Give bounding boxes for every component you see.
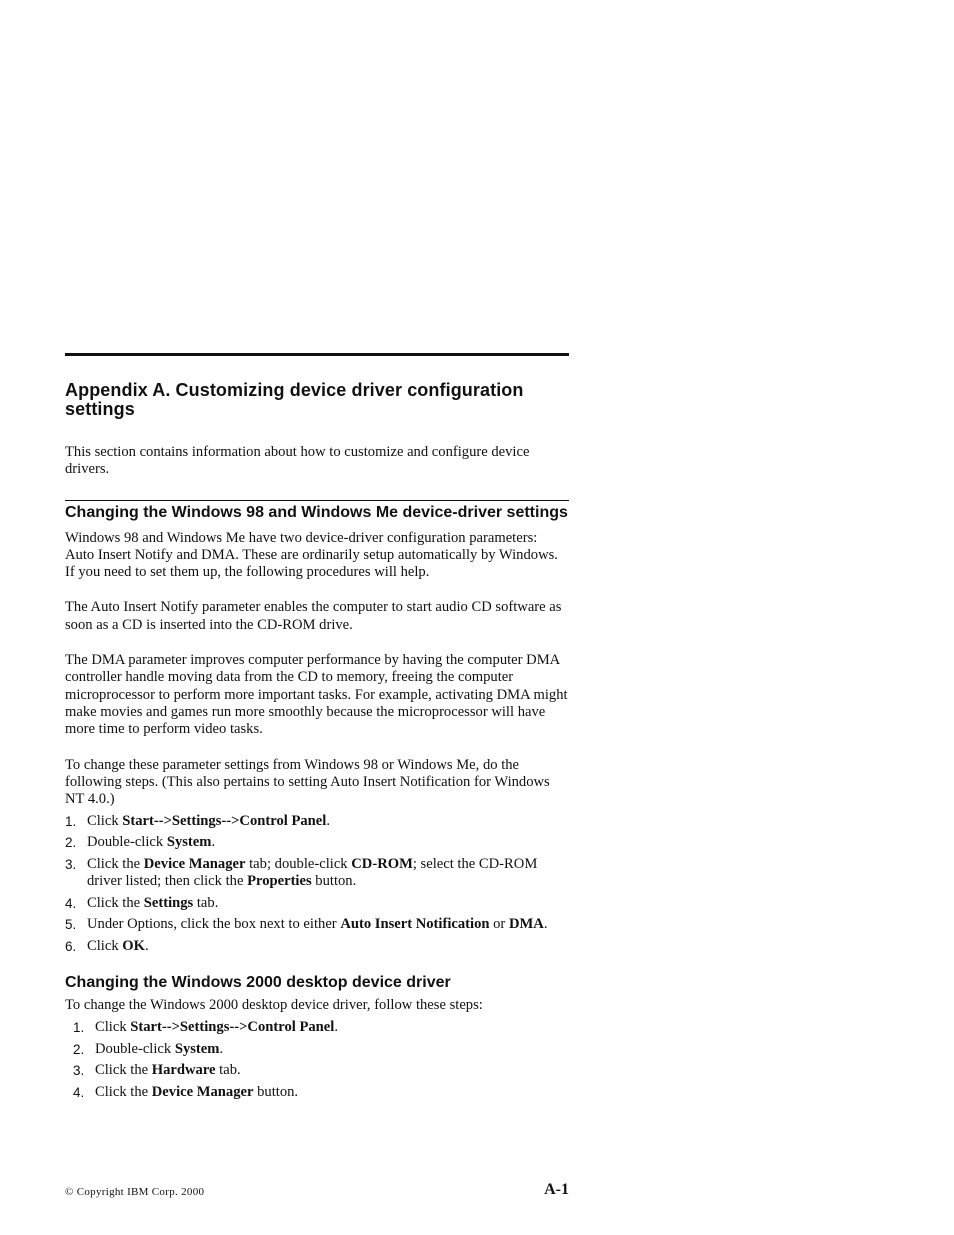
appendix-intro: This section contains information about how to customize and configure device drivers. bbox=[65, 444, 530, 478]
list-item: 4. Click the Settings tab. bbox=[65, 894, 219, 911]
list-item: 2. Double-click System. bbox=[73, 1040, 224, 1057]
section-rule bbox=[65, 500, 569, 501]
step-number: 2. bbox=[65, 835, 77, 851]
step-number: 5. bbox=[65, 917, 77, 933]
step-number: 1. bbox=[73, 1019, 85, 1035]
step-number: 4. bbox=[65, 895, 77, 911]
section1-heading: Changing the Windows 98 and Windows Me device-driver settings bbox=[65, 503, 568, 521]
step-number: 2. bbox=[73, 1041, 85, 1057]
list-item: 1. Click Start-->Settings-->Control Panel. bbox=[73, 1018, 338, 1035]
section2-steps bbox=[65, 1019, 569, 1101]
list-item: 3. Click the Hardware tab. bbox=[73, 1062, 241, 1079]
step-number: 3. bbox=[73, 1063, 85, 1079]
appendix-title: Appendix A. Customizing device driver configuration settings bbox=[65, 380, 524, 419]
step-number: 3. bbox=[65, 856, 77, 872]
section2-heading: Changing the Windows 2000 desktop device driver bbox=[65, 974, 451, 992]
section1-para1: Windows 98 and Windows Me have two device-driver configuration parameters: Auto Insert Notify and DMA. These are ordinarily setup automatically by Windows. If you need to set them up, the following procedures will help. bbox=[65, 529, 558, 581]
step-number: 1. bbox=[65, 813, 77, 829]
list-item: 1. Click Start-->Settings-->Control Panel. bbox=[65, 812, 330, 829]
list-item: 6. Click OK. bbox=[65, 938, 149, 955]
section1-para4: To change these parameter settings from Windows 98 or Windows Me, do the following steps. (This also pertains to setting Auto Insert Notification for Windows NT 4.0.) bbox=[65, 756, 550, 808]
section1-para3: The DMA parameter improves computer performance by having the computer DMA controller handle moving data from the CD to memory, freeing the computer microprocessor to perform more important tasks. For example, activating DMA might make movies and games run more smoothly because the microprocessor will have more time to perform video tasks. bbox=[65, 652, 568, 738]
section1-steps bbox=[65, 813, 569, 956]
footer-copyright: © Copyright IBM Corp. 2000 bbox=[65, 1186, 205, 1198]
list-item: 4. Click the Device Manager button. bbox=[73, 1083, 299, 1100]
list-item: 5. Under Options, click the box next to either Auto Insert Notification or DMA. bbox=[65, 916, 548, 933]
section1-para2: The Auto Insert Notify parameter enables the computer to start audio CD software as soon as a CD is inserted into the CD-ROM drive. bbox=[65, 599, 562, 633]
list-item: 2. Double-click System. bbox=[65, 834, 216, 851]
page-number: A-1 bbox=[544, 1181, 569, 1198]
step-number: 4. bbox=[73, 1084, 85, 1100]
step-number: 6. bbox=[65, 939, 77, 955]
list-item: 3. Click the Device Manager tab; double-click CD-ROM; select the CD-ROM driver listed; then click the Properties button. bbox=[65, 855, 538, 890]
top-rule bbox=[65, 353, 569, 356]
page-content bbox=[65, 353, 569, 1101]
section2-intro: To change the Windows 2000 desktop device driver, follow these steps: bbox=[65, 997, 483, 1014]
